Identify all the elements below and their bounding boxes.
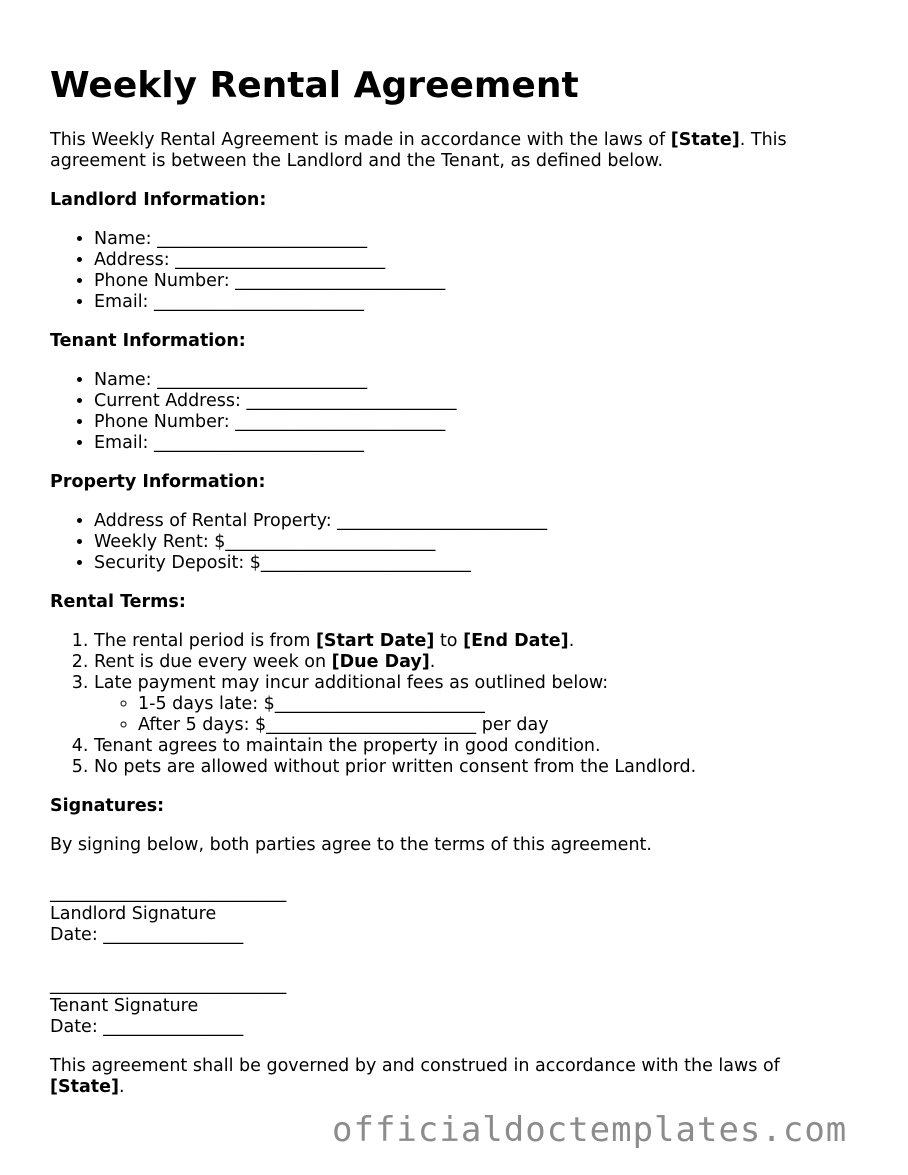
- property-heading: Property Information:: [50, 472, 266, 492]
- rental-terms-heading: Rental Terms:: [50, 592, 186, 612]
- end-date-placeholder: [End Date]: [463, 631, 569, 651]
- landlord-signature-line: ___________________________: [50, 883, 287, 903]
- landlord-heading: Landlord Information:: [50, 190, 267, 210]
- late-fee-after-5-days: ◦ After 5 days: $________________________ per day: [138, 715, 850, 736]
- tenant-email-field: • Email: ________________________: [94, 433, 850, 454]
- signatures-lead: By signing below, both parties agree to the terms of this agreement.: [50, 835, 652, 855]
- property-list: [50, 511, 850, 574]
- property-address-field: • Address of Rental Property: ________________________: [94, 511, 850, 532]
- tenant-date-line: Date: ________________: [50, 1017, 244, 1037]
- term-3-text: Late payment may incur additional fees as outlined below:: [94, 673, 609, 693]
- tenant-signature-block: [50, 975, 850, 1038]
- landlord-list: [50, 229, 850, 313]
- closing-text-before: This agreement shall be governed by and construed in accordance with the laws of: [50, 1056, 780, 1076]
- landlord-phone-field: • Phone Number: ________________________: [94, 271, 850, 292]
- signatures-heading: Signatures:: [50, 796, 165, 816]
- tenant-signature-line: ___________________________: [50, 975, 287, 995]
- term-2-text-a: Rent is due every week on: [94, 652, 332, 672]
- late-fee-list: [94, 694, 850, 736]
- tenant-list: [50, 370, 850, 454]
- security-deposit-field: • Security Deposit: $________________________: [94, 553, 850, 574]
- intro-paragraph: [50, 130, 850, 172]
- term-2-text-c: .: [429, 652, 436, 672]
- term-rent-due: [94, 652, 850, 673]
- rental-terms-list: [50, 631, 850, 778]
- closing-state-placeholder: [State]: [50, 1077, 120, 1097]
- late-fee-1-5-days: ◦ 1-5 days late: $________________________: [138, 694, 850, 715]
- weekly-rent-field: • Weekly Rent: $________________________: [94, 532, 850, 553]
- closing-paragraph: [50, 1056, 850, 1098]
- intro-text-after: . This agreement is between the Landlord and the Tenant, as defined below.: [50, 130, 787, 171]
- landlord-signature-block: [50, 883, 850, 946]
- due-day-placeholder: [Due Day]: [331, 652, 430, 672]
- document-page: [50, 64, 850, 1098]
- intro-state-placeholder: [State]: [670, 130, 740, 150]
- tenant-current-address-field: • Current Address: ________________________: [94, 391, 850, 412]
- start-date-placeholder: [Start Date]: [315, 631, 435, 651]
- landlord-signature-label: Landlord Signature: [50, 904, 217, 924]
- term-1-text-c: to: [434, 631, 464, 651]
- term-1-text-d: .: [568, 631, 575, 651]
- watermark-text: officialdoctemplates.com: [332, 1110, 848, 1150]
- landlord-date-line: Date: ________________: [50, 925, 244, 945]
- tenant-phone-field: • Phone Number: ________________________: [94, 412, 850, 433]
- document-title: Weekly Rental Agreement: [50, 65, 579, 106]
- landlord-email-field: • Email: ________________________: [94, 292, 850, 313]
- landlord-address-field: • Address: ________________________: [94, 250, 850, 271]
- tenant-signature-label: Tenant Signature: [50, 996, 199, 1016]
- landlord-name-field: • Name: ________________________: [94, 229, 850, 250]
- term-late-payment: [94, 673, 850, 736]
- term-rental-period: [94, 631, 850, 652]
- tenant-heading: Tenant Information:: [50, 331, 246, 351]
- intro-text-before: This Weekly Rental Agreement is made in accordance with the laws of: [50, 130, 671, 150]
- tenant-name-field: • Name: ________________________: [94, 370, 850, 391]
- term-no-pets: 5. No pets are allowed without prior written consent from the Landlord.: [94, 757, 850, 778]
- term-1-text-a: The rental period is from: [94, 631, 316, 651]
- term-maintenance: 4. Tenant agrees to maintain the property in good condition.: [94, 736, 850, 757]
- closing-text-after: .: [119, 1077, 125, 1097]
